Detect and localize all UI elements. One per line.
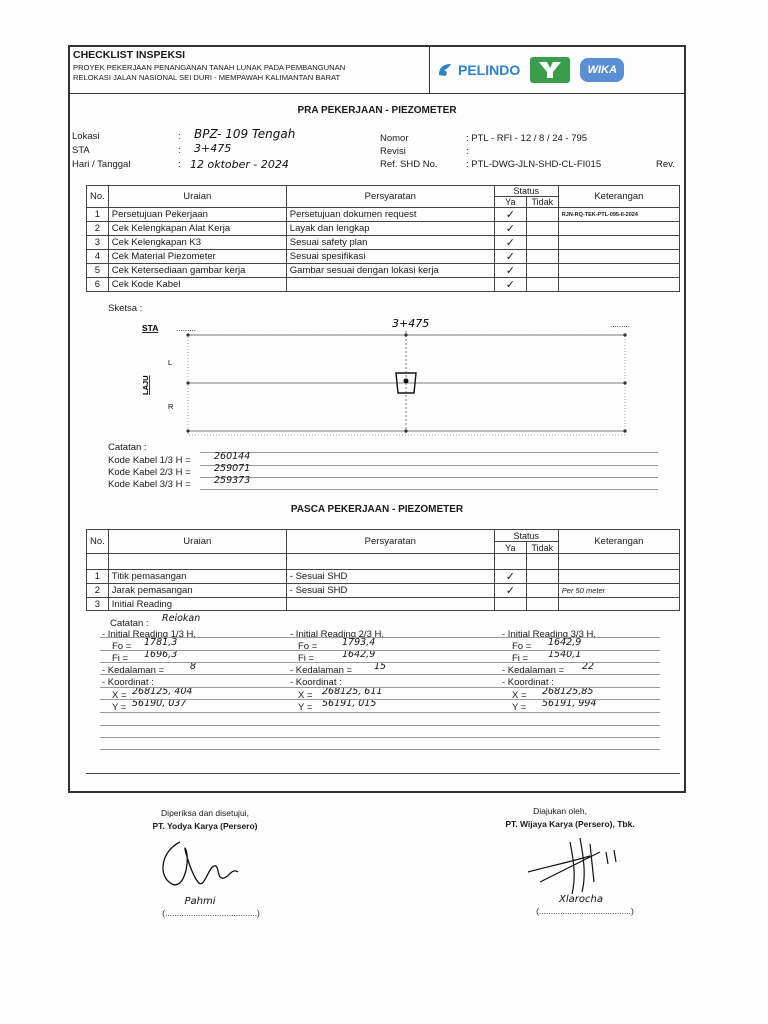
pelindo-mark-icon bbox=[436, 61, 454, 79]
kode-kabel-line bbox=[200, 477, 658, 478]
notes-line bbox=[100, 687, 660, 688]
y-value: 56190, 037 bbox=[132, 698, 187, 709]
fi-value: 1696,3 bbox=[144, 649, 178, 660]
reading-title: - Initial Reading 2/3 H, bbox=[290, 629, 384, 640]
ref-label: Ref. SHD No. bbox=[380, 159, 438, 170]
sketch-laju-label: LAJU bbox=[141, 375, 150, 395]
notes-line bbox=[100, 737, 660, 738]
piezometer-point bbox=[404, 379, 409, 384]
y-label: Y = bbox=[112, 702, 127, 713]
fo-value: 1793,4 bbox=[342, 637, 376, 648]
col-status: Status bbox=[494, 186, 558, 197]
kedalaman-label: - Kedalaman = bbox=[502, 665, 565, 676]
row-no: 4 bbox=[87, 250, 109, 264]
col-persyaratan: Persyaratan bbox=[286, 186, 494, 208]
y-mark-icon bbox=[537, 60, 563, 80]
kode-kabel-1-value: 260144 bbox=[214, 451, 251, 462]
pasca-catatan-label: Catatan : bbox=[110, 618, 149, 629]
right-signature-name: Xlarocha bbox=[559, 894, 603, 905]
row-keterangan: RJN-RQ-TEK-PTL-095-II-2024 bbox=[558, 208, 679, 222]
lokasi-label: Lokasi bbox=[72, 131, 100, 142]
kedalaman-label: - Kedalaman = bbox=[290, 665, 353, 676]
wika-logo: WIKA bbox=[580, 58, 624, 82]
col-keterangan: Keterangan bbox=[558, 530, 679, 554]
sketch-sta-label: STA bbox=[142, 323, 159, 333]
row-tidak bbox=[526, 264, 558, 278]
y-value: 56191, 015 bbox=[322, 698, 377, 709]
col-tidak: Tidak bbox=[526, 197, 558, 208]
sketch-diagram bbox=[70, 313, 684, 443]
hari-colon: : bbox=[178, 159, 181, 170]
kode-kabel-2-label: Kode Kabel 2/3 H = bbox=[108, 467, 191, 478]
row-tidak bbox=[526, 250, 558, 264]
sketch-node bbox=[623, 381, 626, 384]
hari-label: Hari / Tanggal bbox=[72, 159, 131, 170]
row-uraian: Initial Reading bbox=[108, 598, 286, 611]
kedalaman-value: 22 bbox=[582, 661, 595, 672]
left-signature-caption: Diperiksa dan disetujui, bbox=[161, 808, 249, 818]
sta-value: 3+475 bbox=[194, 142, 232, 155]
col-uraian: Uraian bbox=[108, 530, 286, 554]
kedalaman-value: 8 bbox=[190, 661, 197, 672]
fo-label: Fo = bbox=[298, 641, 318, 652]
sketch-sta-value: 3+475 bbox=[392, 317, 430, 330]
row-persyaratan: Gambar sesuai dengan lokasi kerja bbox=[286, 264, 494, 278]
row-tidak bbox=[526, 236, 558, 250]
koordinat-label: - Koordinat : bbox=[102, 677, 154, 688]
left-signature-company: PT. Yodya Karya (Persero) bbox=[152, 821, 258, 831]
row-ya-check: ✓ bbox=[494, 570, 526, 584]
row-persyaratan bbox=[286, 278, 494, 292]
project-line-1: PROYEK PEKERJAAN PENANGANAN TANAH LUNAK PADA PEMBANGUNAN bbox=[73, 63, 346, 72]
table-row bbox=[87, 278, 680, 292]
fo-label: Fo = bbox=[112, 641, 132, 652]
notes-line bbox=[100, 662, 660, 663]
row-ya-check: ✓ bbox=[494, 264, 526, 278]
col-no: No. bbox=[87, 186, 109, 208]
pra-title: PRA PEKERJAAN - PIEZOMETER bbox=[297, 105, 457, 116]
kode-kabel-line bbox=[200, 489, 658, 490]
row-tidak bbox=[526, 598, 558, 611]
row-uraian: Cek Ketersediaan gambar kerja bbox=[108, 264, 286, 278]
table-row bbox=[87, 208, 680, 222]
fo-label: Fo = bbox=[512, 641, 532, 652]
fi-value: 1540,1 bbox=[548, 649, 582, 660]
row-no: 2 bbox=[87, 584, 109, 598]
notes-line bbox=[100, 712, 660, 713]
kode-kabel-2-value: 259071 bbox=[214, 463, 251, 474]
kode-kabel-1-label: Kode Kabel 1/3 H = bbox=[108, 455, 191, 466]
notes-line bbox=[100, 749, 660, 750]
row-no: 1 bbox=[87, 208, 109, 222]
y-label: Y = bbox=[512, 702, 527, 713]
pasca-catatan-value: Reiokan bbox=[162, 613, 201, 624]
y-value: 56191, 994 bbox=[542, 698, 597, 709]
kode-kabel-line bbox=[200, 465, 658, 466]
sketch-node bbox=[404, 333, 407, 336]
sketch-node bbox=[186, 333, 189, 336]
row-keterangan bbox=[558, 278, 679, 292]
row-ya-check: ✓ bbox=[494, 208, 526, 222]
table-row bbox=[87, 598, 680, 611]
fo-value: 1781,3 bbox=[144, 637, 178, 648]
row-uraian: Cek Kelengkapan K3 bbox=[108, 236, 286, 250]
form-title: CHECKLIST INSPEKSI bbox=[73, 49, 186, 61]
lokasi-colon: : bbox=[178, 131, 181, 142]
x-label: X = bbox=[298, 690, 313, 701]
row-persyaratan: Sesuai safety plan bbox=[286, 236, 494, 250]
catatan-label: Catatan : bbox=[108, 442, 147, 453]
koordinat-label: - Koordinat : bbox=[290, 677, 342, 688]
row-ya-check: ✓ bbox=[494, 278, 526, 292]
revisi-value: : bbox=[466, 146, 469, 157]
sketch-road-outline bbox=[188, 335, 625, 435]
sketch-node bbox=[186, 381, 189, 384]
left-signature-dots: (.......................................) bbox=[162, 908, 260, 918]
reading-title: - Initial Reading 3/3 H, bbox=[502, 629, 596, 640]
fi-label: Fi = bbox=[512, 653, 529, 664]
row-persyaratan bbox=[286, 598, 494, 611]
row-no: 5 bbox=[87, 264, 109, 278]
nomor-value: : PTL - RFI - 12 / 8 / 24 - 795 bbox=[466, 133, 588, 144]
table-row bbox=[87, 250, 680, 264]
sketch-node bbox=[623, 333, 626, 336]
row-ya-check bbox=[494, 598, 526, 611]
row-persyaratan: Sesuai spesifikasi bbox=[286, 250, 494, 264]
koordinat-label: - Koordinat : bbox=[502, 677, 554, 688]
col-persyaratan: Persyaratan bbox=[286, 530, 494, 554]
row-uraian: Jarak pemasangan bbox=[108, 584, 286, 598]
col-no: No. bbox=[87, 530, 109, 554]
row-persyaratan: - Sesuai SHD bbox=[286, 584, 494, 598]
row-ya-check: ✓ bbox=[494, 222, 526, 236]
logo-strip bbox=[436, 51, 682, 89]
row-tidak bbox=[526, 208, 558, 222]
pelindo-logo bbox=[436, 61, 520, 79]
right-signature-company: PT. Wijaya Karya (Persero), Tbk. bbox=[505, 819, 635, 829]
kode-kabel-3-value: 259373 bbox=[214, 475, 251, 486]
x-label: X = bbox=[512, 690, 527, 701]
kedalaman-label: - Kedalaman = bbox=[102, 665, 165, 676]
row-no: 3 bbox=[87, 236, 109, 250]
row-uraian: Cek Material Piezometer bbox=[108, 250, 286, 264]
row-keterangan bbox=[558, 570, 679, 584]
row-persyaratan: Layak dan lengkap bbox=[286, 222, 494, 236]
sketsa-label: Sketsa : bbox=[108, 303, 143, 314]
row-ya-check: ✓ bbox=[494, 236, 526, 250]
row-tidak bbox=[526, 584, 558, 598]
row-keterangan bbox=[558, 598, 679, 611]
rev-label: Rev. bbox=[656, 159, 675, 170]
spacer-row bbox=[87, 554, 680, 570]
x-value: 268125, 404 bbox=[132, 686, 193, 697]
pra-checklist-table bbox=[86, 185, 680, 292]
sketch-r-label: R bbox=[168, 402, 174, 411]
x-label: X = bbox=[112, 690, 127, 701]
row-persyaratan: Persetujuan dokumen request bbox=[286, 208, 494, 222]
nomor-label: Nomor bbox=[380, 133, 409, 144]
revisi-label: Revisi bbox=[380, 146, 406, 157]
fi-label: Fi = bbox=[298, 653, 315, 664]
fi-label: Fi = bbox=[112, 653, 129, 664]
checklist-form bbox=[68, 45, 686, 793]
row-uraian: Cek Kode Kabel bbox=[108, 278, 286, 292]
form-footer-line bbox=[86, 773, 680, 774]
reading-title: - Initial Reading 1/3 H, bbox=[102, 629, 196, 640]
row-ya-check: ✓ bbox=[494, 250, 526, 264]
notes-line bbox=[100, 674, 660, 675]
row-tidak bbox=[526, 222, 558, 236]
row-tidak bbox=[526, 570, 558, 584]
row-persyaratan: - Sesuai SHD bbox=[286, 570, 494, 584]
table-row bbox=[87, 236, 680, 250]
pasca-checklist-table bbox=[86, 529, 680, 611]
notes-line bbox=[100, 699, 660, 700]
fo-value: 1642,9 bbox=[548, 637, 582, 648]
sketch-node bbox=[186, 429, 189, 432]
ref-value: : PTL-DWG-JLN-SHD-CL-FI015 bbox=[466, 159, 602, 170]
kode-kabel-3-label: Kode Kabel 3/3 H = bbox=[108, 479, 191, 490]
pasca-title: PASCA PEKERJAAN - PIEZOMETER bbox=[290, 504, 464, 515]
col-keterangan: Keterangan bbox=[558, 186, 679, 208]
pelindo-logo-text: PELINDO bbox=[458, 62, 521, 78]
table-row bbox=[87, 570, 680, 584]
fi-value: 1642,9 bbox=[342, 649, 376, 660]
sketch-node bbox=[404, 429, 407, 432]
header-divider bbox=[70, 93, 684, 94]
row-no: 6 bbox=[87, 278, 109, 292]
right-signature-scribble-icon bbox=[520, 832, 640, 902]
y-logo bbox=[530, 57, 570, 83]
col-uraian: Uraian bbox=[108, 186, 286, 208]
notes-line bbox=[100, 637, 660, 638]
col-ya: Ya bbox=[494, 197, 526, 208]
row-keterangan bbox=[558, 236, 679, 250]
sta-colon: : bbox=[178, 145, 181, 156]
hari-value: 12 oktober - 2024 bbox=[190, 158, 289, 171]
row-no: 1 bbox=[87, 570, 109, 584]
row-keterangan: Per 50 meter bbox=[558, 584, 679, 598]
x-value: 268125,85 bbox=[542, 686, 594, 697]
sketch-dots-left: ......... bbox=[176, 324, 197, 333]
table-row bbox=[87, 264, 680, 278]
project-line-2: RELOKASI JALAN NASIONAL SEI DURI - MEMPAWAH KALIMANTAN BARAT bbox=[73, 73, 341, 82]
row-uraian: Persetujuan Pekerjaan bbox=[108, 208, 286, 222]
col-tidak: Tidak bbox=[526, 542, 558, 554]
y-label: Y = bbox=[298, 702, 313, 713]
row-uraian: Cek Kelengkapan Alat Kerja bbox=[108, 222, 286, 236]
lokasi-value: BPZ- 109 Tengah bbox=[194, 127, 296, 141]
row-ya-check: ✓ bbox=[494, 584, 526, 598]
row-keterangan bbox=[558, 222, 679, 236]
notes-line bbox=[100, 650, 660, 651]
sketch-node bbox=[623, 429, 626, 432]
notes-line bbox=[100, 725, 660, 726]
table-row bbox=[87, 584, 680, 598]
sta-label: STA bbox=[72, 145, 90, 156]
row-tidak bbox=[526, 278, 558, 292]
row-keterangan bbox=[558, 250, 679, 264]
row-keterangan bbox=[558, 264, 679, 278]
row-no: 2 bbox=[87, 222, 109, 236]
row-no: 3 bbox=[87, 598, 109, 611]
row-uraian: Titik pemasangan bbox=[108, 570, 286, 584]
right-signature-caption: Diajukan oleh, bbox=[533, 806, 587, 816]
catatan-line bbox=[200, 452, 658, 453]
sketch-l-label: L bbox=[168, 358, 173, 367]
col-ya: Ya bbox=[494, 542, 526, 554]
sketch-dots-right: ......... bbox=[610, 320, 631, 329]
left-signature-name: Pahmi bbox=[184, 896, 216, 907]
kedalaman-value: 15 bbox=[374, 661, 387, 672]
right-signature-dots: (.......................................) bbox=[536, 906, 634, 916]
header-text-block bbox=[70, 47, 430, 93]
table-row bbox=[87, 222, 680, 236]
x-value: 268125, 611 bbox=[322, 686, 383, 697]
col-status: Status bbox=[494, 530, 558, 542]
